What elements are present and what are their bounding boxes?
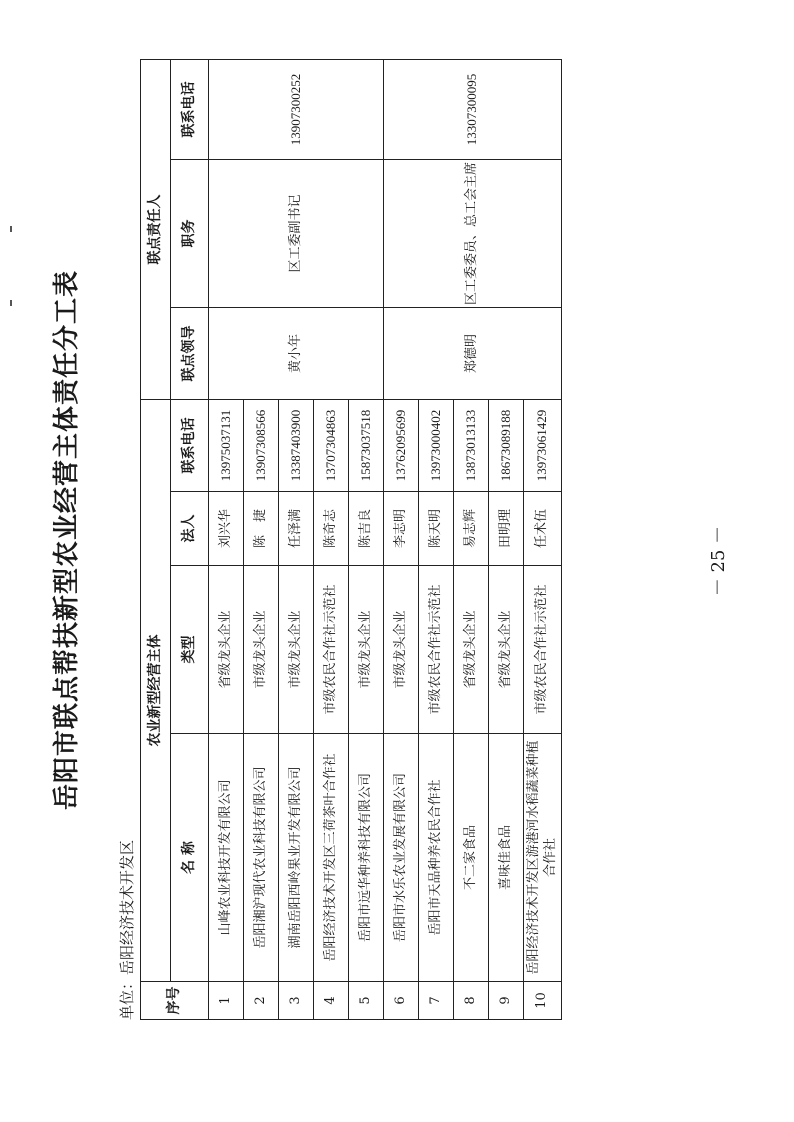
rotated-page [40, 60, 740, 1020]
table-row [384, 60, 419, 1020]
header-position: 职务 [171, 160, 209, 308]
cell-no: 7 [419, 982, 454, 1020]
cell-phone: 18673089188 [489, 400, 524, 492]
cell-position: 区工委副书记 [209, 160, 384, 308]
cell-name: 岳阳经济技术开发区三荷茶叶合作社 [314, 734, 349, 982]
cell-type: 市级农民合作社示范社 [524, 566, 562, 734]
cell-phone: 13762095699 [384, 400, 419, 492]
scan-mark [10, 226, 12, 232]
cell-type: 市级龙头企业 [244, 566, 279, 734]
cell-legal: 任术伍 [524, 492, 562, 566]
table-row [209, 60, 244, 1020]
cell-phone: 13975037131 [209, 400, 244, 492]
cell-no: 4 [314, 982, 349, 1020]
cell-no: 9 [489, 982, 524, 1020]
cell-name: 喜味佳食品 [489, 734, 524, 982]
cell-phone: 13387403900 [279, 400, 314, 492]
cell-phone: 13973061429 [524, 400, 562, 492]
cell-phone: 13973000402 [419, 400, 454, 492]
cell-type: 市级农民合作社示范社 [419, 566, 454, 734]
cell-legal: 陈吉良 [349, 492, 384, 566]
cell-name: 岳阳市天品种养农民合作社 [419, 734, 454, 982]
cell-name: 不二家食品 [454, 734, 489, 982]
cell-type: 市级农民合作社示范社 [314, 566, 349, 734]
cell-legal: 陈天明 [419, 492, 454, 566]
cell-leader: 郑德明 [384, 308, 562, 400]
cell-no: 6 [384, 982, 419, 1020]
cell-legal: 任泽满 [279, 492, 314, 566]
cell-leader-phone: 13907300252 [209, 60, 384, 160]
cell-no: 8 [454, 982, 489, 1020]
cell-leader-phone: 13307300095 [384, 60, 562, 160]
cell-type: 市级龙头企业 [349, 566, 384, 734]
cell-name: 岳阳市远华种养科技有限公司 [349, 734, 384, 982]
header-leader-group: 联点责任人 [141, 60, 171, 400]
cell-type: 市级龙头企业 [384, 566, 419, 734]
header-name: 名 称 [171, 734, 209, 982]
header-seq: 序号 [141, 982, 209, 1020]
header-legal: 法人 [171, 492, 209, 566]
header-row-2 [171, 60, 209, 1020]
cell-legal: 易志辉 [454, 492, 489, 566]
unit-label: 单位：岳阳经济技术开发区 [118, 839, 136, 1020]
cell-phone: 13907308566 [244, 400, 279, 492]
cell-legal: 陈奇志 [314, 492, 349, 566]
cell-legal: 陈 捷 [244, 492, 279, 566]
cell-type: 省级龙头企业 [454, 566, 489, 734]
cell-legal: 刘兴华 [209, 492, 244, 566]
cell-type: 省级龙头企业 [489, 566, 524, 734]
cell-phone: 13873013133 [454, 400, 489, 492]
cell-no: 3 [279, 982, 314, 1020]
header-phone: 联系电话 [171, 400, 209, 492]
header-row-1 [141, 60, 171, 1020]
cell-phone: 13707304863 [314, 400, 349, 492]
scan-mark [10, 300, 12, 306]
cell-position: 区工委委员、总工会主席 [384, 160, 562, 308]
cell-name: 山峰农业科技开发有限公司 [209, 734, 244, 982]
cell-type: 市级龙头企业 [279, 566, 314, 734]
cell-name: 岳阳湘沪现代农业科技有限公司 [244, 734, 279, 982]
responsibility-table [140, 59, 562, 1020]
header-leader-phone: 联系电话 [171, 60, 209, 160]
cell-name: 岳阳经济技术开发区游港河水稻蔬菜种植合作社 [524, 734, 562, 982]
header-leader: 联点领导 [171, 308, 209, 400]
cell-leader: 黄小年 [209, 308, 384, 400]
cell-no: 1 [209, 982, 244, 1020]
cell-type: 省级龙头企业 [209, 566, 244, 734]
cell-legal: 田明理 [489, 492, 524, 566]
cell-name: 湖南岳阳西岭果业开发有限公司 [279, 734, 314, 982]
page-title: 岳阳市联点帮扶新型农业经营主体责任分工表 [52, 270, 82, 811]
cell-no: 10 [524, 982, 562, 1020]
page-number: － 25 － [708, 525, 730, 597]
cell-name: 岳阳市水乐农业发展有限公司 [384, 734, 419, 982]
cell-phone: 15873037518 [349, 400, 384, 492]
header-entity-group: 农业新型经营主体 [141, 400, 171, 982]
cell-no: 2 [244, 982, 279, 1020]
header-type: 类型 [171, 566, 209, 734]
cell-no: 5 [349, 982, 384, 1020]
cell-legal: 李志明 [384, 492, 419, 566]
